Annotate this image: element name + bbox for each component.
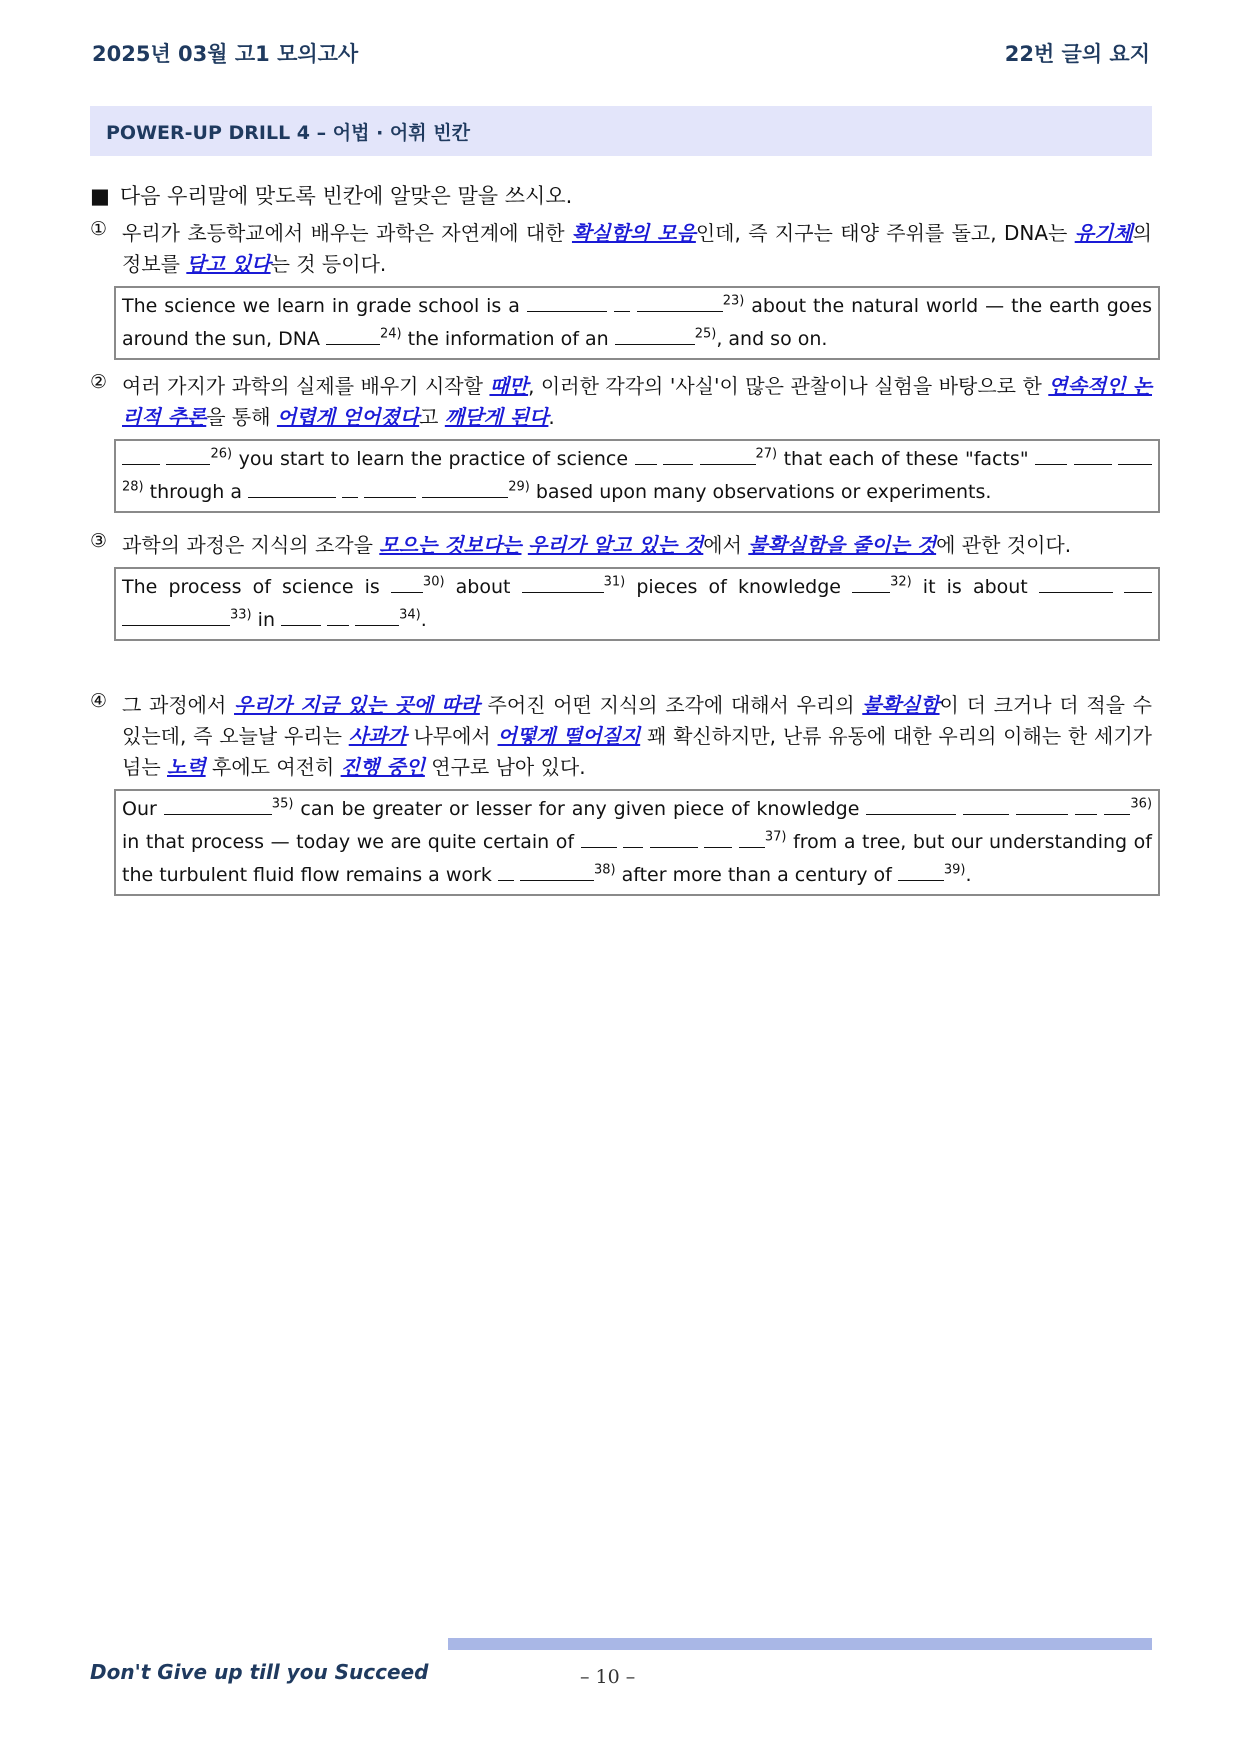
footnote-number: 23) [722, 293, 745, 309]
drill-title: POWER-UP DRILL 4 – 어법 · 어휘 빈칸 [90, 106, 1152, 156]
highlighted-answer: 확실함의 모음 [571, 221, 696, 245]
answer-blank[interactable] [1104, 794, 1130, 815]
answer-blank[interactable] [355, 605, 399, 626]
answer-blank[interactable] [498, 860, 514, 881]
answer-blank[interactable] [898, 860, 944, 881]
answer-blank[interactable] [248, 477, 336, 498]
item-3 [90, 530, 1165, 641]
footnote-number: 27) [755, 446, 778, 462]
answer-blank[interactable] [700, 444, 756, 465]
answer-blank[interactable] [122, 605, 230, 626]
answer-blank[interactable] [422, 477, 508, 498]
answer-blank[interactable] [963, 794, 1009, 815]
highlighted-answer: 노력 [167, 755, 206, 779]
item-1 [90, 218, 1165, 360]
answer-blank[interactable] [1124, 572, 1152, 593]
footnote-number: 24) [380, 326, 402, 342]
highlighted-answer: 어떻게 떨어질지 [497, 724, 641, 748]
footnote-number: 32) [890, 574, 912, 590]
footnote-number: 39) [943, 862, 966, 878]
footnote-number: 31) [603, 574, 626, 590]
answer-blank[interactable] [166, 444, 210, 465]
item-2 [90, 371, 1165, 513]
footer-motto: Don't Give up till you Succeed [90, 1660, 429, 1684]
answer-box: The process of science is $^{30)}$ about $^{31)}$ pieces of knowledge $^{32)}$ it is about $^{33)}$ in $^{34)}$. [114, 567, 1160, 641]
answer-blank[interactable] [1016, 794, 1068, 815]
page-header [90, 34, 1150, 70]
footnote-number: 37) [764, 829, 787, 845]
exam-title: 2025년 03월 고1 모의고사 [92, 42, 359, 66]
footnote-number: 30) [422, 574, 445, 590]
highlighted-answer: 우리가 알고 있는 것 [527, 533, 704, 557]
footnote-number: 35) [271, 796, 294, 812]
footnote-number: 36) [1130, 796, 1153, 812]
answer-box: The science we learn in grade school is a $^{23)}$ about the natural world — the earth goes around the sun, DNA $^{24)}$ the information of an $^{25)}$, and so on. [114, 286, 1160, 360]
item-number: ④ [90, 690, 108, 712]
answer-blank[interactable] [615, 324, 695, 345]
footnote-number: 25) [694, 326, 717, 342]
item-number: ① [90, 218, 108, 240]
footer-bar [448, 1638, 1152, 1650]
answer-blank[interactable] [852, 572, 890, 593]
highlighted-answer: 담고 있다 [186, 252, 271, 276]
answer-blank[interactable] [342, 477, 358, 498]
answer-blank[interactable] [1118, 444, 1152, 465]
highlighted-answer: 연속적인 논리적 추론 [122, 374, 1152, 429]
answer-blank[interactable] [520, 860, 594, 881]
answer-blank[interactable] [1035, 444, 1067, 465]
answer-blank[interactable] [164, 794, 272, 815]
answer-blank[interactable] [122, 444, 160, 465]
answer-blank[interactable] [650, 827, 698, 848]
answer-box: $^{26)}$ you start to learn the practice of science $^{27)}$ that each of these "facts" $^{28)}$ through a $^{29)}$ based upon many observations or experiments. [114, 439, 1160, 513]
square-bullet-icon: ■ [90, 184, 110, 208]
answer-blank[interactable] [391, 572, 423, 593]
footnote-number: 38) [593, 862, 616, 878]
korean-sentence: 과학의 과정은 지식의 조각을 모으는 것보다는 우리가 알고 있는 것에서 불확실함을 줄이는 것에 관한 것이다. [122, 533, 1072, 557]
item-4 [90, 690, 1165, 896]
highlighted-answer: 모으는 것보다는 [379, 533, 522, 557]
highlighted-answer: 유기체 [1074, 221, 1133, 245]
highlighted-answer: 어렵게 얻어졌다 [276, 405, 420, 429]
answer-blank[interactable] [739, 827, 765, 848]
answer-blank[interactable] [326, 324, 380, 345]
footnote-number: 34) [399, 607, 421, 623]
answer-blank[interactable] [1074, 444, 1112, 465]
answer-blank[interactable] [581, 827, 617, 848]
instruction [90, 180, 572, 210]
footnote-number: 33) [230, 607, 252, 623]
question-title: 22번 글의 요지 [1004, 42, 1150, 66]
answer-blank[interactable] [614, 291, 630, 312]
highlighted-answer: 불확실함 [862, 693, 940, 717]
highlighted-answer: 때만 [489, 374, 529, 398]
item-number: ③ [90, 530, 108, 552]
instruction-text: 다음 우리말에 맞도록 빈칸에 알맞은 말을 쓰시오. [119, 184, 573, 208]
answer-blank[interactable] [704, 827, 732, 848]
answer-box: Our $^{35)}$ can be greater or lesser for any given piece of knowledge $^{36)}$ in that process — today we are quite certain of $^{37)}$ from a tree, but our understanding of the turbulent fluid flow remains a work $^{38)}$ after more than a century of $^{39)}$. [114, 789, 1160, 896]
highlighted-answer: 사과가 [348, 724, 407, 748]
footnote-number: 29) [508, 479, 530, 495]
page-number: – 10 – [580, 1666, 636, 1688]
highlighted-answer: 진행 중인 [340, 755, 425, 779]
highlighted-answer: 우리가 지금 있는 곳에 따라 [234, 693, 480, 717]
korean-sentence: 우리가 초등학교에서 배우는 과학은 자연계에 대한 확실함의 모음인데, 즉 지구는 태양 주위를 돌고, DNA는 유기체의 정보를 담고 있다는 것 등이다. [122, 221, 1152, 276]
answer-blank[interactable] [637, 291, 723, 312]
answer-blank[interactable] [1075, 794, 1097, 815]
korean-sentence: 그 과정에서 우리가 지금 있는 곳에 따라 주어진 어떤 지식의 조각에 대해서 우리의 불확실함이 더 크거나 더 적을 수 있는데, 즉 오늘날 우리는 사과가 나무에서 어떻게 떨어질지 꽤 확신하지만, 난류 유동에 대한 우리의 이해는 한 세기가 넘는 노력 후에도 여전히 진행 중인 연구로 남아 있다. [122, 693, 1152, 779]
answer-blank[interactable] [635, 444, 657, 465]
answer-blank[interactable] [522, 572, 604, 593]
highlighted-answer: 불확실함을 줄이는 것 [748, 533, 937, 557]
answer-blank[interactable] [327, 605, 349, 626]
korean-sentence: 여러 가지가 과학의 실제를 배우기 시작할 때만, 이러한 각각의 '사실'이 많은 관찰이나 실험을 바탕으로 한 연속적인 논리적 추론을 통해 어렵게 얻어졌다고 깨닫게 된다. [122, 374, 1152, 429]
highlighted-answer: 깨닫게 된다 [444, 405, 549, 429]
footnote-number: 28) [122, 479, 144, 495]
item-number: ② [90, 371, 108, 393]
answer-blank[interactable] [527, 291, 607, 312]
answer-blank[interactable] [623, 827, 643, 848]
answer-blank[interactable] [1039, 572, 1113, 593]
answer-blank[interactable] [866, 794, 956, 815]
answer-blank[interactable] [364, 477, 416, 498]
footnote-number: 26) [210, 446, 233, 462]
answer-blank[interactable] [663, 444, 693, 465]
answer-blank[interactable] [281, 605, 321, 626]
